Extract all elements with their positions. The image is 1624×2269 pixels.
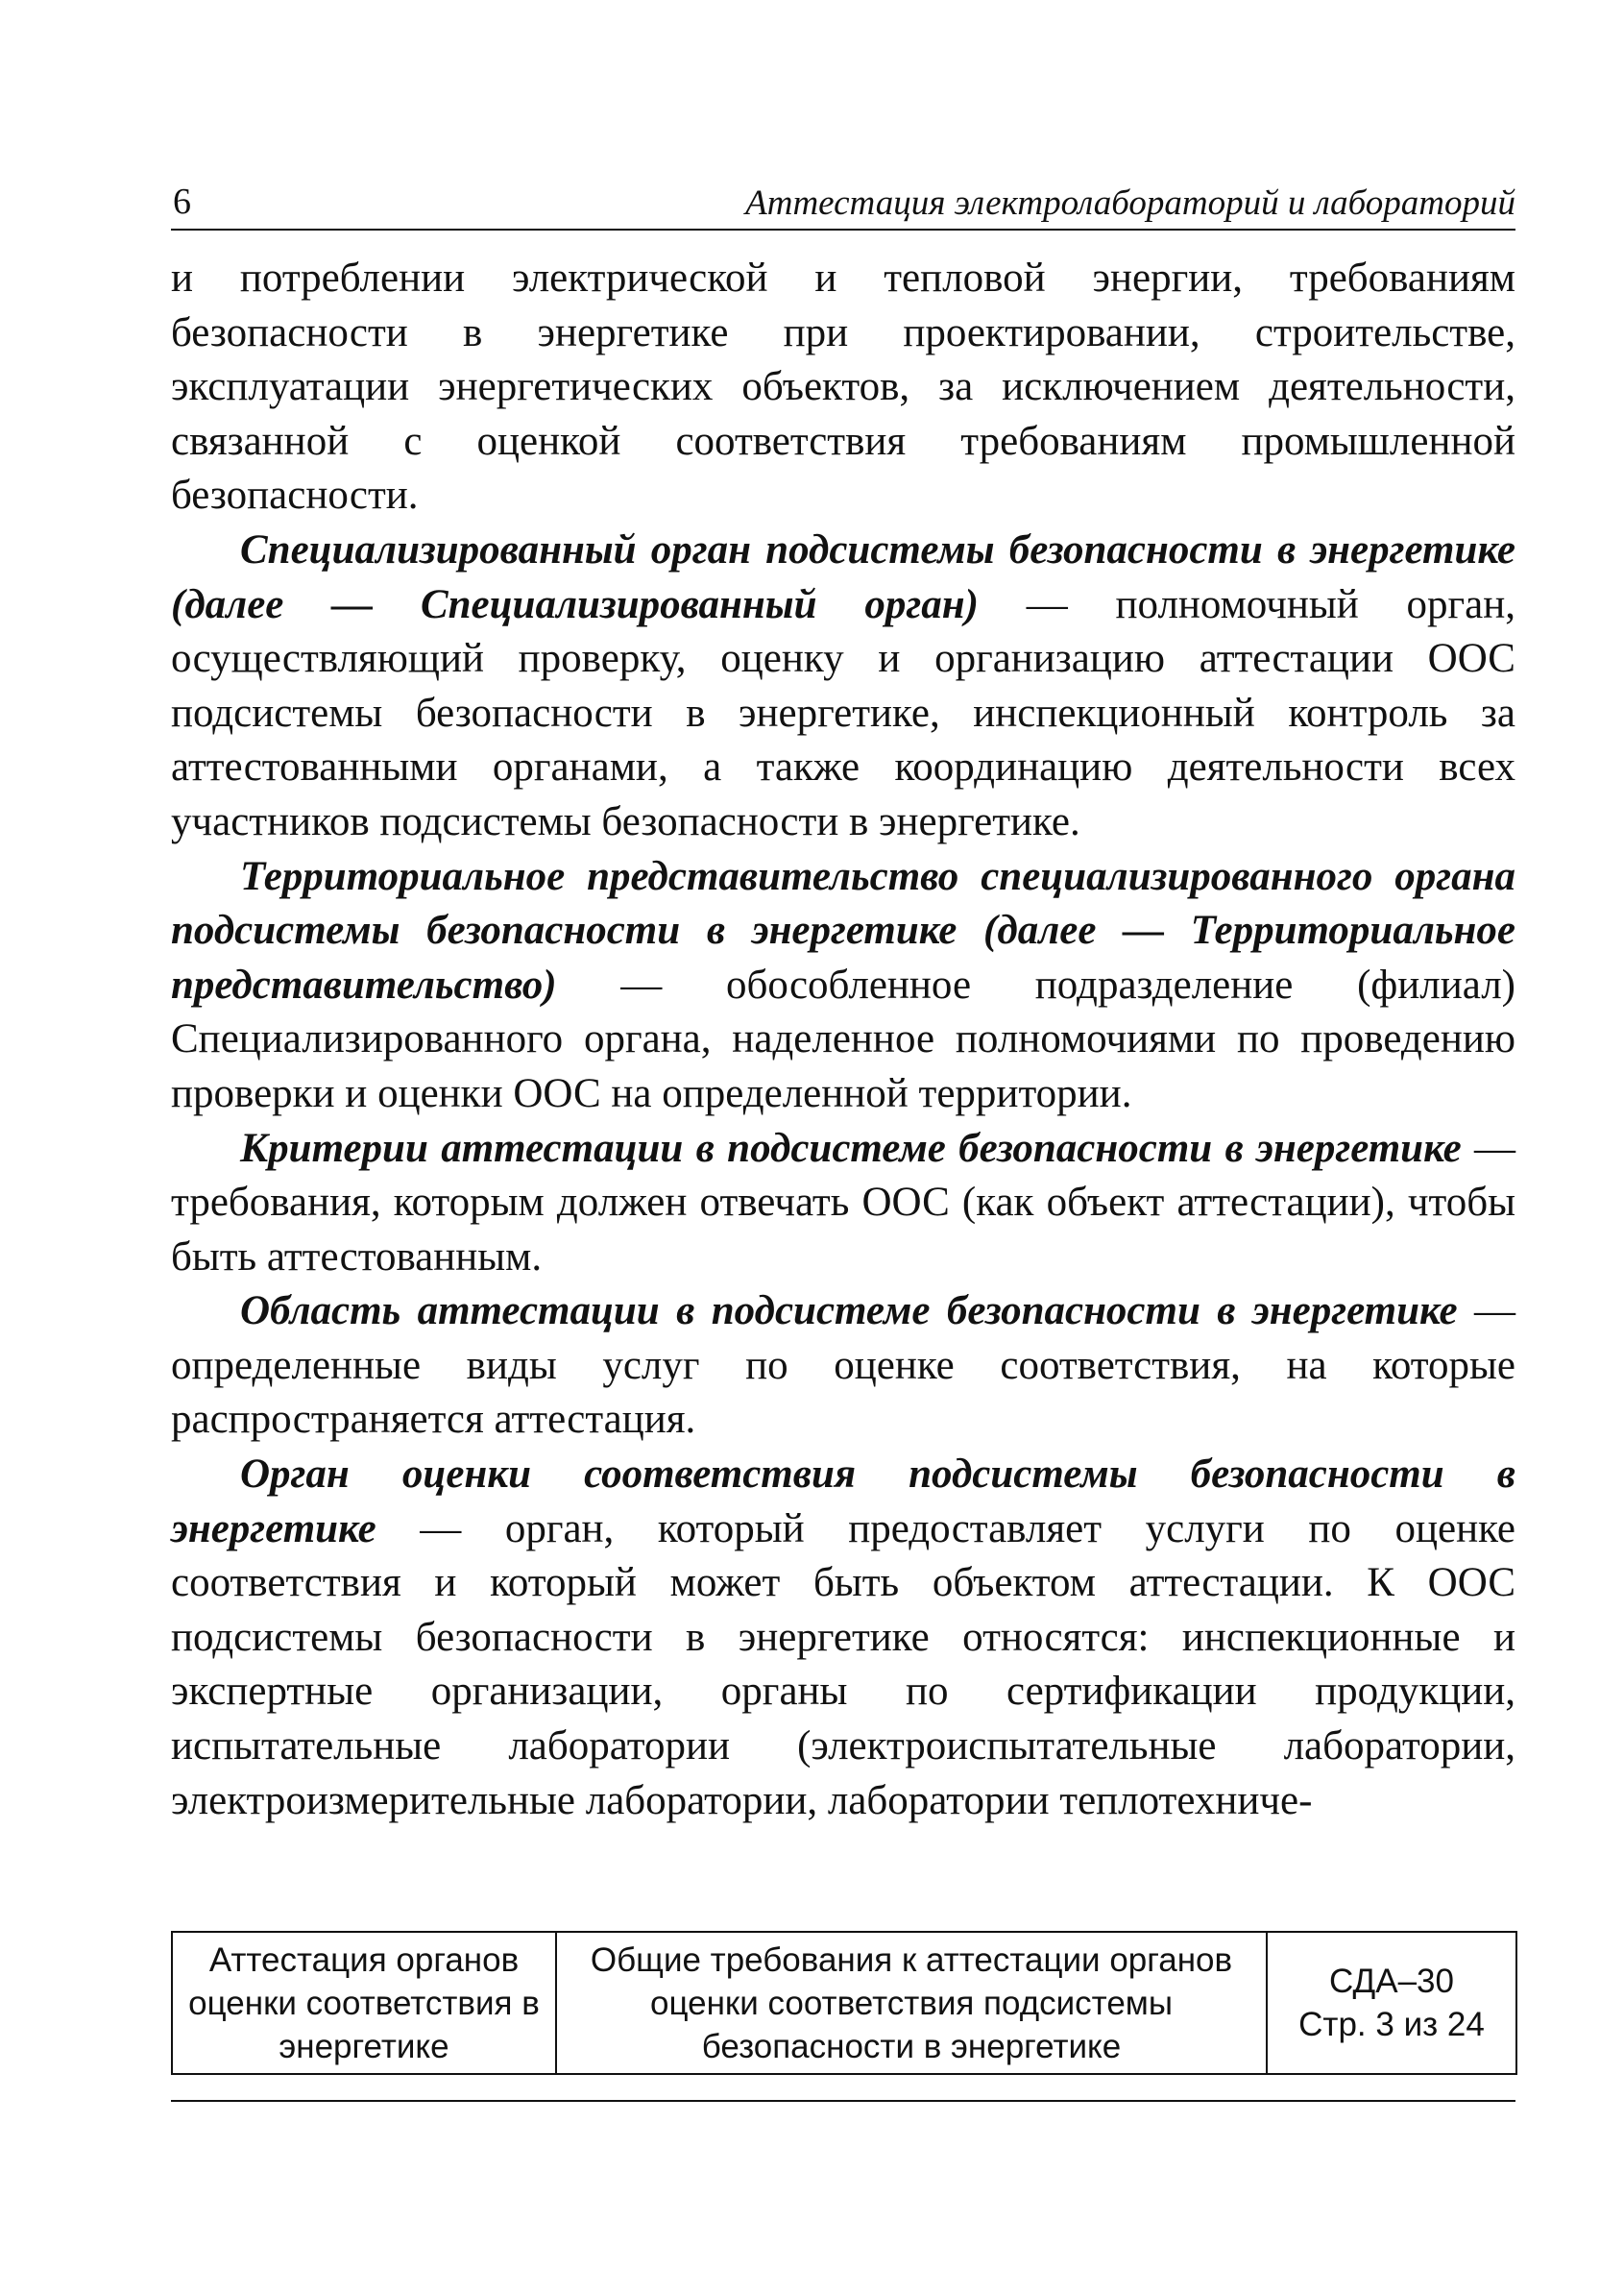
defined-term: Орган оценки соответствия подсистемы безопасности в энергетике [171,1452,1515,1551]
definition-text: — обособленное подразделение (филиал) Специализированного органа, наделенное полномочиями по проведению проверки и оценки ООС на определенной территории. [171,962,1515,1116]
footer-row [172,1932,1516,2074]
definition-specialized-body [171,524,1515,850]
definition-scope [171,1284,1515,1448]
document-code: СДА–30 [1329,1963,1454,2000]
document-footer-table [171,1931,1517,2075]
definition-territorial-office [171,850,1515,1122]
definition-conformity-body [171,1448,1515,1828]
running-title: Аттестация электролабораторий и лабораторий [745,183,1515,223]
defined-term: Территориальное представительство специализированного органа подсистемы безопасности в энергетике (далее — Территориальное представительство) [171,853,1515,1008]
definition-text: — полномочный орган, осуществляющий проверку, оценку и организацию аттестации ООС подсистемы безопасности в энергетике, инспекционный контроль за аттестованными органами, а также координацию деятельности всех участников подсистемы безопасности в энергетике. [171,581,1515,844]
page-number: 6 [173,182,191,222]
page-counter: Стр. 3 из 24 [1298,2006,1485,2043]
definition-text: — требования, которым должен отвечать ООС (как объект аттестации), чтобы быть аттестованным. [171,1125,1516,1280]
definition-text: — орган, который предоставляет услуги по оценке соответствия и который может быть объектом аттестации. К ООС подсистемы безопасности в энергетике относятся: инспекционные и экспертные организации, органы по сертификации продукции, испытательные лаборатории (электроиспытательные лаборатории, электроизмерительные лаборатории, лаборатории теплотехниче- [171,1505,1515,1823]
paragraph-continued [171,252,1515,524]
body-text [171,252,1515,1828]
footer-rule [171,2100,1515,2102]
definition-criteria [171,1122,1515,1285]
definition-text: — определенные виды услуг по оценке соответствия, на которые распространяется аттестация. [171,1288,1515,1443]
paragraph-text: и потреблении электрической и тепловой энергии, требованиям безопасности в энергетике при проектировании, строительстве, эксплуатации энергетических объектов, за исключением деятельности, связанной с оценкой соответствия требованиям промышленной безопасности. [171,256,1515,519]
footer-cell-scope: Аттестация органов оценки соответствия в энергетике [172,1932,556,2074]
defined-term: Критерии аттестации в подсистеме безопасности в энергетике [240,1125,1462,1171]
defined-term: Область аттестации в подсистеме безопасности в энергетике [240,1288,1458,1334]
footer-cell-document-title: Общие требования к аттестации органов оценки соответствия подсистемы безопасности в энергетике [556,1932,1267,2074]
footer-cell-code [1267,1932,1516,2074]
defined-term: Специализированный орган подсистемы безопасности в энергетике (далее — Специализированный орган) [171,526,1515,627]
running-header [171,181,1515,231]
